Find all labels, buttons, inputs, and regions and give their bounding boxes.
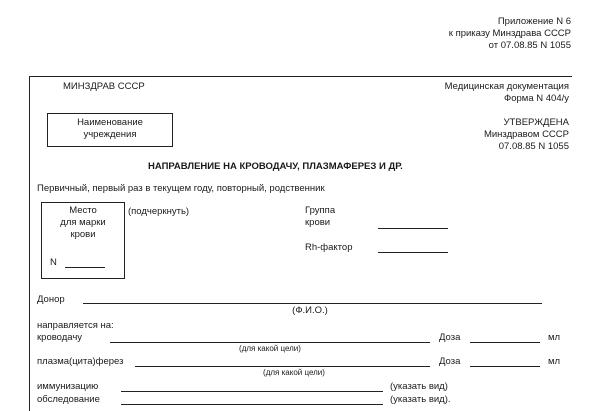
stamp-label-line1: Место [69,205,97,216]
underline-note: (подчеркнуть) [128,206,190,217]
ministry-label: МИНЗДРАВ СССР [63,81,145,92]
blood-donation-purpose-field[interactable] [110,342,430,343]
form-top-border [29,76,572,77]
appendix-date: от 07.08.85 N 1055 [488,40,571,51]
plasmapheresis-purpose-field[interactable] [135,366,430,367]
medical-documentation-label: Медицинская документация [444,81,569,92]
institution-label-line2: учреждения [83,129,137,140]
plasmapheresis-unit: мл [548,356,561,367]
immunization-type-hint: (указать вид) [390,381,448,392]
stamp-number-label: N [50,257,57,268]
approved-by: Минздравом СССР [483,129,569,140]
blood-group-label-line1: Группа [305,205,336,216]
plasmapheresis-dose-field[interactable] [470,366,540,367]
form-left-border [29,76,30,411]
blood-donation-unit: мл [548,332,561,343]
examination-type-field[interactable] [121,404,383,405]
immunization-label: иммунизацию [37,381,99,392]
donor-fio-hint: (Ф.И.О.) [292,305,328,316]
institution-box [47,113,173,147]
blood-donation-dose-label: Доза [439,332,461,343]
stamp-label-line2: для марки [60,217,106,228]
donor-name-field[interactable] [83,303,542,304]
approved-date: 07.08.85 N 1055 [498,141,569,152]
blood-group-label-line2: крови [305,217,331,228]
examination-label: обследование [37,394,100,405]
examination-type-hint: (указать вид). [390,394,451,405]
form-number: Форма N 404/у [504,93,569,104]
immunization-type-field[interactable] [121,391,383,392]
institution-label-line1: Наименование [77,117,143,128]
plasmapheresis-purpose-hint: (для какой цели) [263,368,325,377]
plasmapheresis-dose-label: Доза [439,356,461,367]
appendix-order: к приказу Минздрава СССР [448,28,571,39]
rh-factor-field[interactable] [378,252,448,253]
blood-donation-label: кроводачу [37,332,83,343]
blood-donation-purpose-hint: (для какой цели) [239,344,301,353]
donor-type-options: Первичный, первый раз в текущем году, повторный, родственник [37,183,325,194]
rh-factor-label: Rh-фактор [305,242,353,253]
form-title: НАПРАВЛЕНИЕ НА КРОВОДАЧУ, ПЛАЗМАФЕРЕЗ И ДР. [148,161,403,172]
stamp-label-line3: крови [70,229,96,240]
sent-to-label: направляется на: [37,320,114,331]
blood-stamp-box [41,202,125,279]
blood-donation-dose-field[interactable] [470,342,540,343]
plasmapheresis-label: плазма(цита)ферез [37,356,124,367]
approved-label: УТВЕРЖДЕНА [503,117,569,128]
stamp-number-field[interactable] [65,267,105,268]
blood-group-field[interactable] [378,228,448,229]
donor-label: Донор [37,294,65,305]
appendix-number: Приложение N 6 [497,16,571,27]
